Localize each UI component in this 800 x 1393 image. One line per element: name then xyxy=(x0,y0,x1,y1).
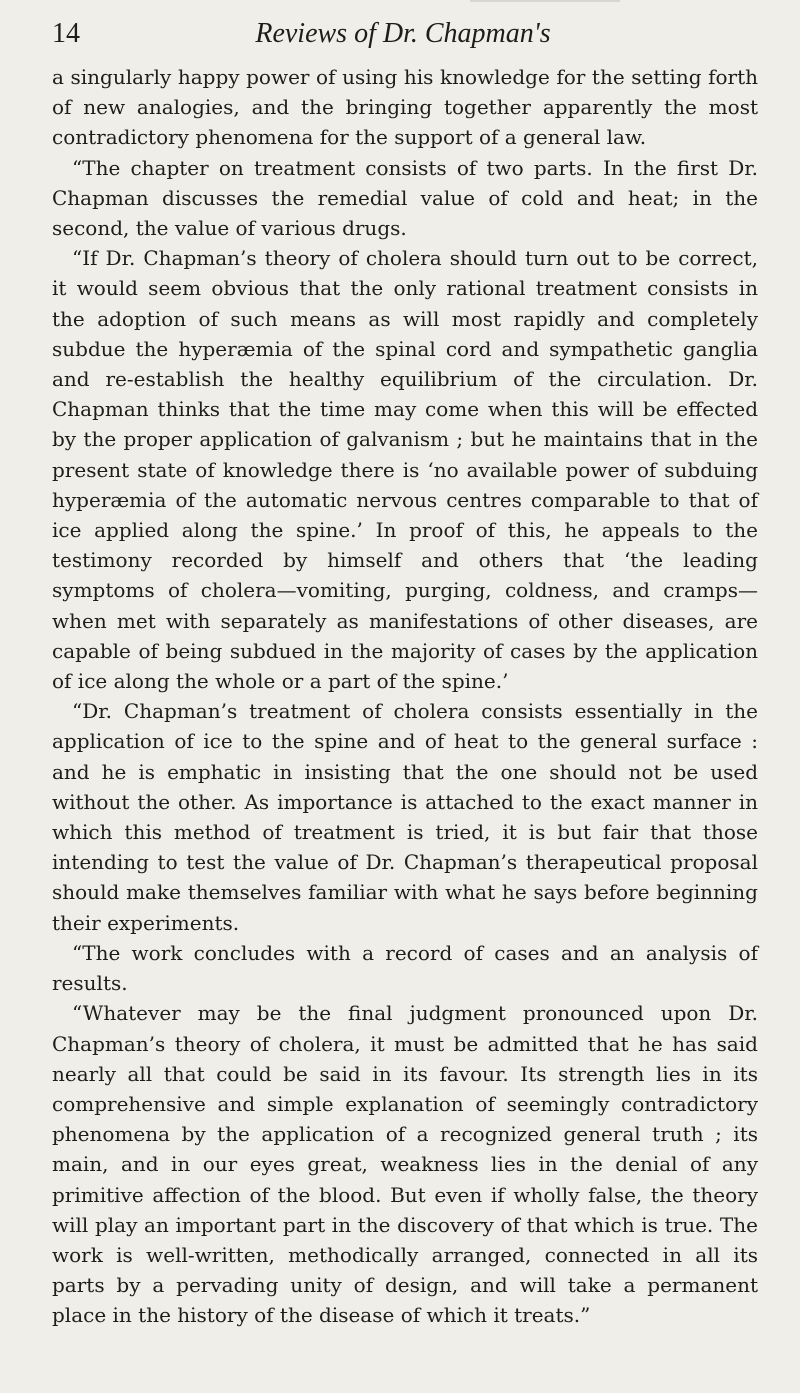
paragraph-continuation: a singularly happy power of using his knowledge for the setting forth of new analogies, and the bringing together apparently the most contradictory phenomena for the support of a general law. xyxy=(52,65,758,150)
paragraph-ice-and-heat: “Dr. Chapman’s treatment of cholera consists essentially in the application of ice to the spine and of heat to the general surface : and he is emphatic in insisting that the one should not be used without the other. As importance is attached to the exact manner in which this method of treatment is tried, it is but fair that those intending to test the value of Dr. Chapman’s therapeutical proposal should make themselves familiar with what he says before beginning their experiments. xyxy=(52,699,758,935)
paragraph-theory-treatment: “If Dr. Chapman’s theory of cholera should turn out to be correct, it would seem obvious that the only rational treatment consists in the adoption of such means as will most rapidly and completely subdue the hyperæmia of the spinal cord and sympathetic ganglia and re-establish the healthy equilibrium of the circulation. Dr. Chapman thinks that the time may come when this will be effected by the proper application of galvanism ; but he maintains that in the present state of knowledge there is ‘no available power of subduing hyperæmia of the automatic nervous centres comparable to that of ice applied along the spine.’ In proof of this, he appeals to the testimony recorded by himself and others that ‘the leading symptoms of cholera—vomiting, purging, coldness, and cramps—when met with separately as manifestations of other diseases, are capable of being subdued in the majority of cases by the application of ice along the whole or a part of the spine.’ xyxy=(52,246,758,694)
running-head: Reviews of Dr. Chapman's xyxy=(255,18,551,49)
paragraph-final-judgment: “Whatever may be the final judgment pronounced upon Dr. Chapman’s theory of cholera, it must be admitted that he has said nearly all that could be said in its favour. Its strength lies in its comprehensive and simple explanation of seemingly contradictory phenomena by the application of a recognized general truth ; its main, and in our eyes great, weakness lies in the denial of any primitive affection of the blood. But even if wholly false, the theory will play an important part in the discovery of that which is true. The work is well-written, methodically arranged, connected in all its parts by a pervading unity of design, and will take a permanent place in the history of the disease of which it treats.” xyxy=(52,1001,758,1328)
page-number: 14 xyxy=(52,18,80,49)
body-text xyxy=(52,62,758,1331)
page-header xyxy=(52,14,754,54)
paragraph-treatment-chapter: “The chapter on treatment consists of two parts. In the first Dr. Chapman discusses the remedial value of cold and heat; in the second, the value of various drugs. xyxy=(52,155,758,241)
scan-artifact xyxy=(470,0,620,2)
paragraph-record-of-cases: “The work concludes with a record of cases and an analysis of results. xyxy=(52,940,758,996)
